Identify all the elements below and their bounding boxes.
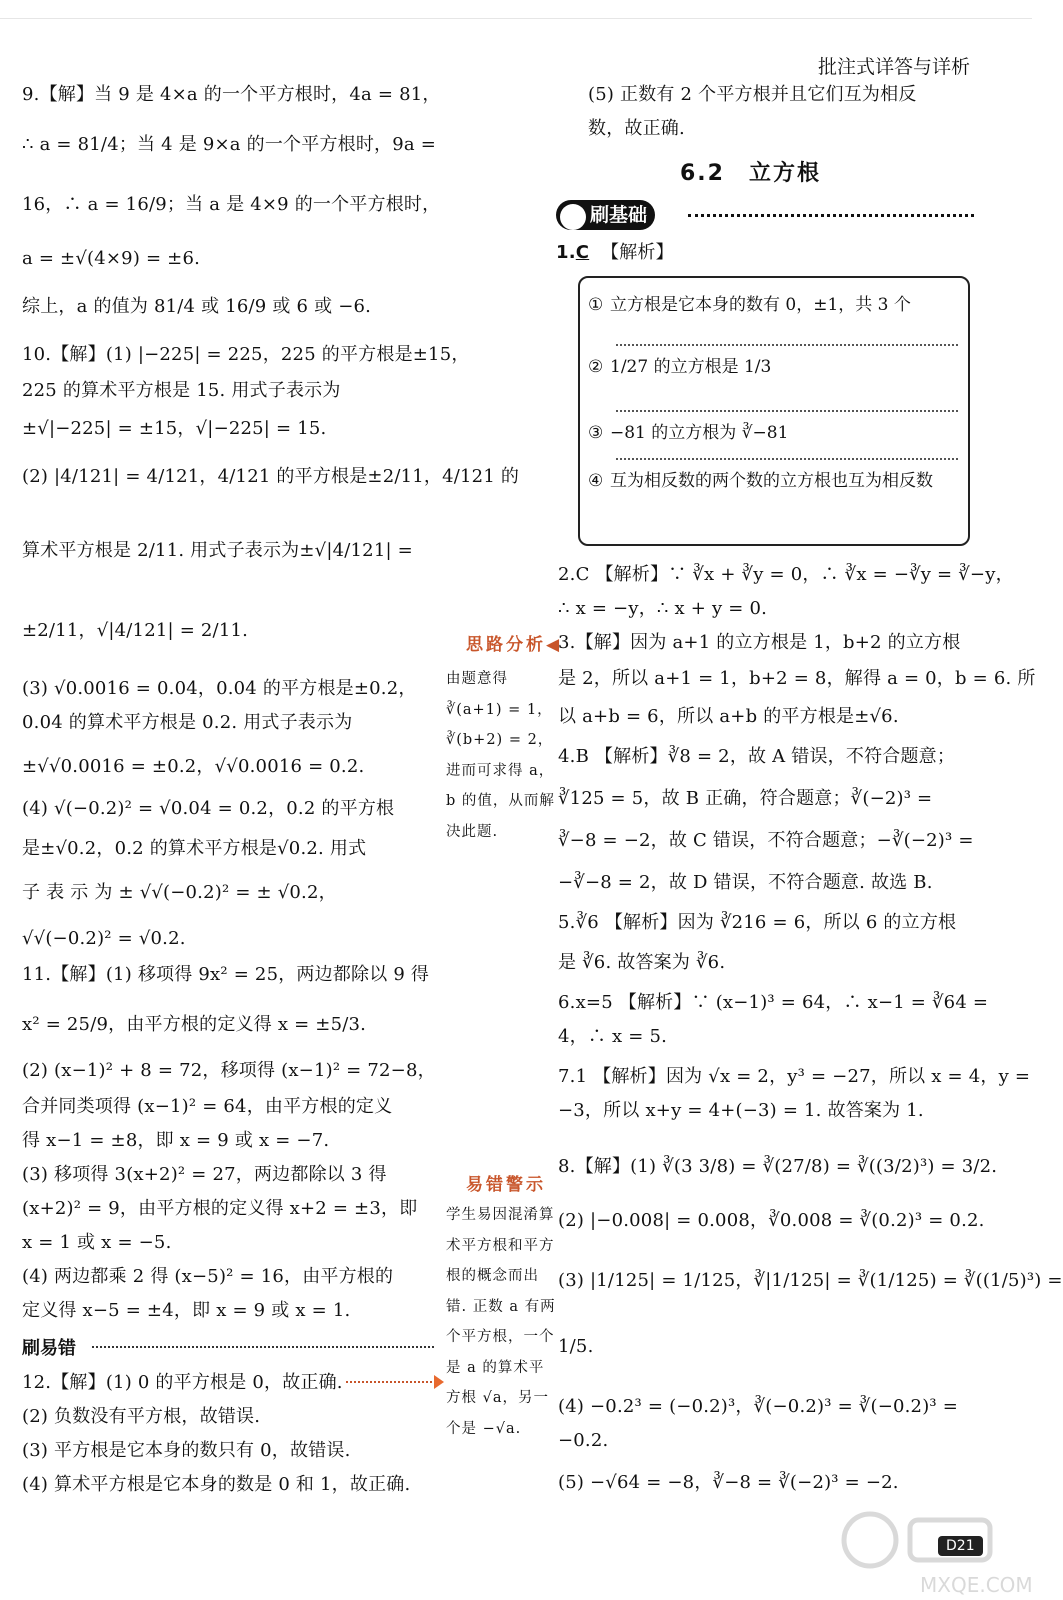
- dotted-separator: [616, 410, 958, 412]
- text-line: 8.【解】(1) ∛(3 3/8) = ∛(27/8) = ∛((3/2)³) = 3/2.: [558, 1156, 998, 1177]
- text-line: 是 ∛6. 故答案为 ∛6.: [558, 952, 726, 973]
- page-number: D21: [938, 1536, 983, 1556]
- page-header-title: 批注式详答与详析: [817, 56, 970, 78]
- text-line: a = ±√(4×9) = ±6.: [22, 248, 201, 269]
- text-line: −0.2.: [558, 1430, 609, 1451]
- box-item: [588, 468, 960, 494]
- text-line: (3) 平方根是它本身的数只有 0，故错误.: [22, 1440, 351, 1461]
- easy-error-subhead: [22, 1334, 434, 1360]
- question-number: 1.: [556, 242, 576, 263]
- box-item: [588, 354, 960, 380]
- brush-icon: [560, 204, 586, 230]
- text-line: √√(−0.2)² = √0.2.: [22, 928, 186, 949]
- text-line: 12.【解】(1) 0 的平方根是 0，故正确.: [22, 1372, 343, 1393]
- text-line: 定义得 x−5 = ±4，即 x = 9 或 x = 1.: [22, 1300, 351, 1321]
- analysis-box: [578, 276, 970, 546]
- text-line: (5) 正数有 2 个平方根并且它们互为相反: [588, 84, 917, 105]
- text-line: (4) 两边都乘 2 得 (x−5)² = 16，由平方根的: [22, 1266, 394, 1287]
- box-item: [588, 292, 960, 318]
- easy-error-label: 刷易错: [22, 1338, 76, 1359]
- dotted-rule: [688, 214, 974, 217]
- text-line: ±√|−225| = ±15，√|−225| = 15.: [22, 418, 327, 439]
- answer-choice: C: [575, 242, 590, 263]
- text-line: (4) √(−0.2)² = √0.04 = 0.2，0.2 的平方根: [22, 798, 395, 819]
- text-line: 算术平方根是 2/11. 用式子表示为±√|4/121| =: [22, 540, 413, 561]
- text-line: 225 的算术平方根是 15. 用式子表示为: [22, 380, 341, 401]
- callout-arrow-line: [346, 1381, 436, 1383]
- watermark-text: MXQE.COM: [920, 1573, 1033, 1597]
- text-line: 10.【解】(1) |−225| = 225，225 的平方根是±15，: [22, 344, 470, 365]
- text-line: x² = 25/9，由平方根的定义得 x = ±5/3.: [22, 1014, 367, 1035]
- text-line: (5) −√64 = −8，∛−8 = ∛(−2)³ = −2.: [558, 1472, 899, 1493]
- box-item-text: 1/27 的立方根是 1/3: [610, 357, 772, 377]
- text-line: 数，故正确.: [588, 118, 685, 139]
- circled-number: ①: [588, 295, 604, 315]
- text-line: 11.【解】(1) 移项得 9x² = 25，两边都除以 9 得: [22, 964, 430, 985]
- text-line: ∴ a = 81/4；当 4 是 9×a 的一个平方根时，9a =: [22, 134, 437, 155]
- text-line: 合并同类项得 (x−1)² = 64，由平方根的定义: [22, 1096, 393, 1117]
- circled-number: ③: [588, 423, 604, 443]
- banner-badge: [556, 200, 655, 230]
- text-line: 4.B 【解析】∛8 = 2，故 A 错误，不符合题意；: [558, 746, 956, 767]
- circled-number: ②: [588, 357, 604, 377]
- text-line: (4) 算术平方根是它本身的数是 0 和 1，故正确.: [22, 1474, 411, 1495]
- section-title: 6.2 立方根: [680, 161, 821, 186]
- text-line: ±2/11，√|4/121| = 2/11.: [22, 620, 249, 641]
- box-item-text: 立方根是它本身的数有 0，±1，共 3 个: [610, 295, 911, 315]
- text-line: 综上，a 的值为 81/4 或 16/9 或 6 或 −6.: [22, 296, 372, 317]
- text-line: x = 1 或 x = −5.: [22, 1232, 172, 1253]
- box-item: [588, 420, 960, 446]
- text-line: 以 a+b = 6，所以 a+b 的平方根是±√6.: [558, 706, 899, 727]
- text-line: (3) |1/125| = 1/125，∛|1/125| = ∛(1/125) = ∛((1/5)³) =: [558, 1270, 1063, 1291]
- dotted-separator: [616, 344, 958, 346]
- text-line: 9.【解】当 9 是 4×a 的一个平方根时，4a = 81，: [22, 84, 441, 105]
- text-line: −∛−8 = 2，故 D 错误，不符合题意. 故选 B.: [558, 872, 933, 893]
- side-note-title: 思路分析◀: [466, 635, 563, 655]
- dotted-separator: [616, 458, 958, 460]
- watermark-logo: [830, 1500, 1033, 1600]
- box-item-text: 互为相反数的两个数的立方根也互为相反数: [610, 471, 933, 491]
- text-line: 0.04 的算术平方根是 0.2. 用式子表示为: [22, 712, 353, 733]
- text-line: 16，∴ a = 16/9；当 a 是 4×9 的一个平方根时，: [22, 194, 441, 215]
- box-item-text: −81 的立方根为 ∛−81: [610, 423, 789, 443]
- text-line: (2) |−0.008| = 0.008，∛0.008 = ∛(0.2)³ = 0.2.: [558, 1210, 985, 1231]
- text-line: (3) 移项得 3(x+2)² = 27，两边都除以 3 得: [22, 1164, 387, 1185]
- text-line: (2) 负数没有平方根，故错误.: [22, 1406, 261, 1427]
- basics-banner: [556, 198, 974, 234]
- side-note-body: 由题意得 ∛(a+1) = 1，∛(b+2) = 2，进而可求得 a，b 的值，从而解决此题.: [446, 671, 555, 840]
- circled-number: ④: [588, 471, 604, 491]
- question-1-head: [556, 240, 674, 266]
- text-line: 1/5.: [558, 1336, 594, 1357]
- text-line: 4，∴ x = 5.: [558, 1026, 668, 1047]
- banner-label: 刷基础: [590, 204, 648, 226]
- text-line: 5.∛6 【解析】因为 ∛216 = 6，所以 6 的立方根: [558, 912, 957, 933]
- text-line: (2) |4/121| = 4/121，4/121 的平方根是±2/11，4/121 的: [22, 466, 520, 487]
- side-note-title: 易错警示: [466, 1175, 546, 1195]
- text-line: 2.C 【解析】∵ ∛x + ∛y = 0，∴ ∛x = −∛y = ∛−y，: [558, 564, 1014, 585]
- dotted-rule: [92, 1346, 434, 1348]
- text-line: (2) (x−1)² + 8 = 72，移项得 (x−1)² = 72−8，: [22, 1060, 436, 1081]
- text-line: 是±√0.2，0.2 的算术平方根是√0.2. 用式: [22, 838, 367, 859]
- text-line: ±√√0.0016 = ±0.2，√√0.0016 = 0.2.: [22, 756, 365, 777]
- text-line: (4) −0.2³ = (−0.2)³，∛(−0.2)³ = ∛(−0.2)³ =: [558, 1396, 959, 1417]
- text-line: (x+2)² = 9，由平方根的定义得 x+2 = ±3，即: [22, 1198, 418, 1219]
- text-line: 7.1 【解析】因为 √x = 2，y³ = −27，所以 x = 4，y =: [558, 1066, 1031, 1087]
- arrow-right-icon: [434, 1375, 444, 1389]
- text-line: 得 x−1 = ±8，即 x = 9 或 x = −7.: [22, 1130, 330, 1151]
- analysis-label: 【解析】: [601, 242, 674, 263]
- top-rule: [0, 6, 1032, 19]
- text-line: 是 2，所以 a+1 = 1，b+2 = 8，解得 a = 0，b = 6. 所: [558, 668, 1036, 689]
- text-line: (3) √0.0016 = 0.04，0.04 的平方根是±0.2，: [22, 678, 417, 699]
- text-line: ∛−8 = −2，故 C 错误，不符合题意；−∛(−2)³ =: [558, 830, 974, 851]
- text-line: 子 表 示 为 ± √√(−0.2)² = ± √0.2，: [22, 882, 337, 903]
- side-note-body: 学生易因混淆算术平方根和平方根的概念而出错. 正数 a 有两个平方根，一个是 a 的算术平方根 √a，另一个是 −√a.: [446, 1207, 556, 1437]
- text-line: ∴ x = −y，∴ x + y = 0.: [558, 598, 768, 619]
- text-line: 3.【解】因为 a+1 的立方根是 1，b+2 的立方根: [558, 632, 961, 653]
- text-line: 6.x=5 【解析】∵ (x−1)³ = 64，∴ x−1 = ∛64 =: [558, 992, 989, 1013]
- text-line: −3，所以 x+y = 4+(−3) = 1. 故答案为 1.: [558, 1100, 924, 1121]
- text-line: ∛125 = 5，故 B 正确，符合题意；∛(−2)³ =: [558, 788, 933, 809]
